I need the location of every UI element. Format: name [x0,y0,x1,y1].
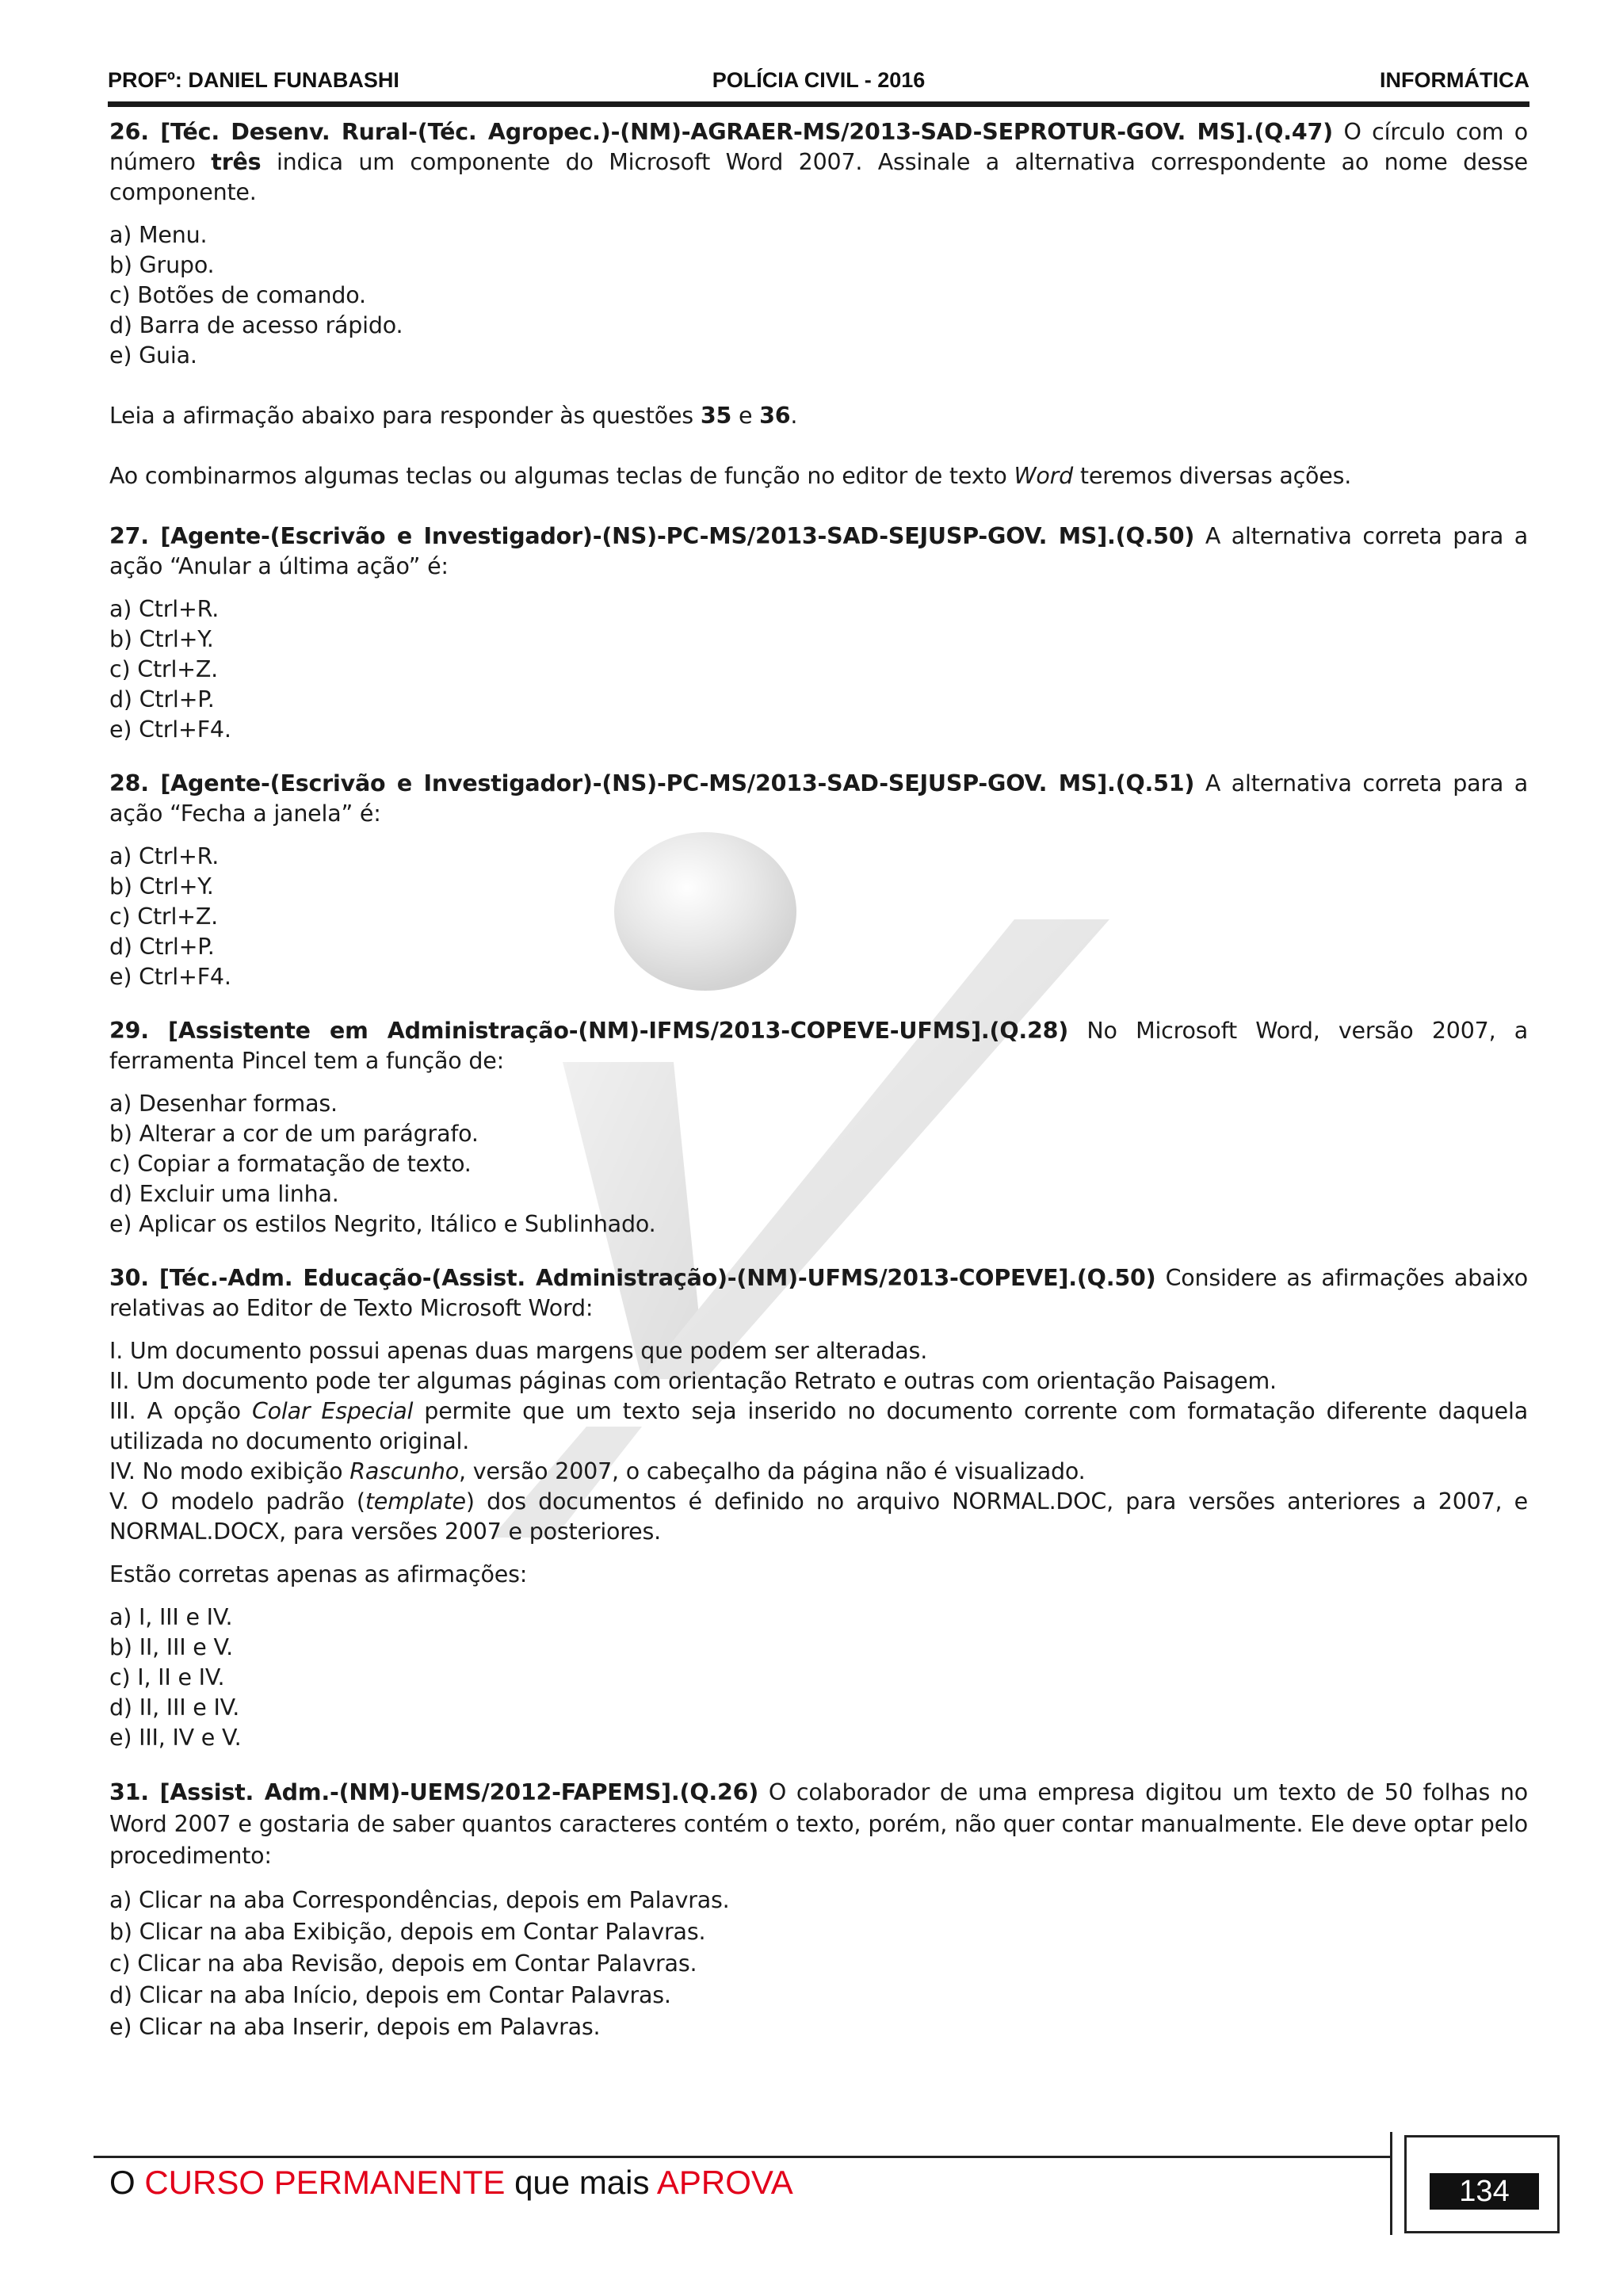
question-28 [109,769,1528,992]
question-prompt: Estão corretas apenas as afirmações: [109,1561,528,1587]
option-d: d) Ctrl+P. [109,686,215,712]
header-course: POLÍCIA CIVIL - 2016 [712,68,926,92]
question-stem: 26. [Téc. Desenv. Rural-(Téc. Agropec.)-(NM)-AGRAER-MS/2013-SAD-SEPROTUR-GOV. MS].(Q.47) O círculo com o número três indica um componente do Microsoft Word 2007. Assinale a alternativa correspondente ao nome desse componente. [109,119,1528,205]
option-b: b) Clicar na aba Exibição, depois em Contar Palavras. [109,1919,706,1945]
options-list [109,1089,1528,1240]
option-a: a) I, III e IV. [109,1604,233,1630]
footer-vertical-divider [1390,2132,1392,2235]
page-number: 134 [1430,2173,1539,2210]
question-reference: 27. [Agente-(Escrivão e Investigador)-(NS)-PC-MS/2013-SAD-SEJUSP-GOV. MS].(Q.50) [109,523,1195,549]
option-a: a) Ctrl+R. [109,843,220,869]
header-professor: PROFº: DANIEL FUNABASHI [108,68,399,92]
option-d: d) Ctrl+P. [109,934,215,960]
option-e: e) Clicar na aba Inserir, depois em Palavras. [109,2014,601,2040]
question-stem: 29. [Assistente em Administração-(NM)-IFMS/2013-COPEVE-UFMS].(Q.28) No Microsoft Word, versão 2007, a ferramenta Pincel tem a função de: [109,1018,1528,1074]
question-27 [109,521,1528,745]
question-29 [109,1016,1528,1240]
header-divider [108,101,1529,107]
option-d: d) Clicar na aba Início, depois em Contar Palavras. [109,1982,671,2008]
options-list [109,1603,1528,1753]
option-b: b) Grupo. [109,252,215,278]
question-26 [109,117,1528,371]
option-c: c) Botões de comando. [109,282,366,308]
question-reference: 31. [Assist. Adm.-(NM)-UEMS/2012-FAPEMS].(Q.26) [109,1779,759,1805]
intro-line-2: Ao combinarmos algumas teclas ou algumas teclas de função no editor de texto Word teremos diversas ações. [109,463,1352,489]
option-c: c) Clicar na aba Revisão, depois em Contar Palavras. [109,1950,697,1977]
options-list [109,220,1528,371]
question-reference: 28. [Agente-(Escrivão e Investigador)-(NS)-PC-MS/2013-SAD-SEJUSP-GOV. MS].(Q.51) [109,770,1195,797]
option-c: c) Copiar a formatação de texto. [109,1151,472,1177]
question-31 [109,1777,1528,2043]
statement-4: IV. No modo exibição Rascunho, versão 2007, o cabeçalho da página não é visualizado. [109,1458,1086,1484]
question-stem: 27. [Agente-(Escrivão e Investigador)-(NS)-PC-MS/2013-SAD-SEJUSP-GOV. MS].(Q.50) A alternativa correta para a ação “Anular a última ação” é: [109,523,1528,579]
options-list [109,842,1528,992]
option-e: e) Ctrl+F4. [109,716,231,743]
statement-5: V. O modelo padrão (template) dos documentos é definido no arquivo NORMAL.DOC, para versões anteriores a 2007, e NORMAL.DOCX, para versões 2007 e posteriores. [109,1488,1528,1545]
options-list [109,594,1528,745]
statements-list [109,1336,1528,1547]
question-30 [109,1263,1528,1753]
header-subject: INFORMÁTICA [1380,68,1529,92]
option-b: b) Ctrl+Y. [109,626,214,652]
option-a: a) Desenhar formas. [109,1091,338,1117]
option-c: c) Ctrl+Z. [109,904,219,930]
statement-1: I. Um documento possui apenas duas margens que podem ser alteradas. [109,1338,928,1364]
question-reference: 26. [Téc. Desenv. Rural-(Téc. Agropec.)-(NM)-AGRAER-MS/2013-SAD-SEPROTUR-GOV. MS].(Q.47) [109,119,1333,145]
option-d: d) Barra de acesso rápido. [109,312,403,338]
statement-3: III. A opção Colar Especial permite que um texto seja inserido no documento corrente com formatação diferente daquela utilizada no documento original. [109,1398,1528,1454]
option-e: e) III, IV e V. [109,1725,242,1751]
question-stem: 28. [Agente-(Escrivão e Investigador)-(NS)-PC-MS/2013-SAD-SEJUSP-GOV. MS].(Q.51) A alternativa correta para a ação “Fecha a janela” é: [109,770,1528,827]
option-d: d) Excluir uma linha. [109,1181,339,1207]
question-reference: 29. [Assistente em Administração-(NM)-IFMS/2013-COPEVE-UFMS].(Q.28) [109,1018,1069,1044]
option-a: a) Ctrl+R. [109,596,220,622]
question-reference: 30. [Téc.-Adm. Educação-(Assist. Administração)-(NM)-UFMS/2013-COPEVE].(Q.50) [109,1265,1156,1291]
option-e: e) Aplicar os estilos Negrito, Itálico e Sublinhado. [109,1211,656,1237]
option-e: e) Guia. [109,342,197,369]
option-b: b) II, III e V. [109,1634,233,1660]
option-d: d) II, III e IV. [109,1694,240,1721]
option-a: a) Menu. [109,222,208,248]
intro-line-1: Leia a afirmação abaixo para responder às questões 35 e 36. [109,403,798,429]
option-c: c) I, II e IV. [109,1664,225,1690]
option-b: b) Alterar a cor de um parágrafo. [109,1121,479,1147]
page-header [108,68,1529,98]
footer-slogan: O CURSO PERMANENTE que mais APROVA [109,2164,793,2201]
option-b: b) Ctrl+Y. [109,873,214,900]
document-body [109,117,1528,2067]
statement-2: II. Um documento pode ter algumas páginas com orientação Retrato e outras com orientação Paisagem. [109,1368,1277,1394]
option-a: a) Clicar na aba Correspondências, depois em Palavras. [109,1887,730,1913]
question-stem: 30. [Téc.-Adm. Educação-(Assist. Administração)-(NM)-UFMS/2013-COPEVE].(Q.50) Considere as afirmações abaixo relativas ao Editor de Texto Microsoft Word: [109,1265,1528,1321]
option-c: c) Ctrl+Z. [109,656,219,682]
footer-divider [94,2156,1390,2158]
options-list [109,1885,1528,2043]
option-e: e) Ctrl+F4. [109,964,231,990]
question-stem: 31. [Assist. Adm.-(NM)-UEMS/2012-FAPEMS].(Q.26) O colaborador de uma empresa digitou um texto de 50 folhas no Word 2007 e gostaria de saber quantos caracteres contém o texto, porém, não quer contar manualmente. Ele deve optar pelo procedimento: [109,1779,1528,1869]
